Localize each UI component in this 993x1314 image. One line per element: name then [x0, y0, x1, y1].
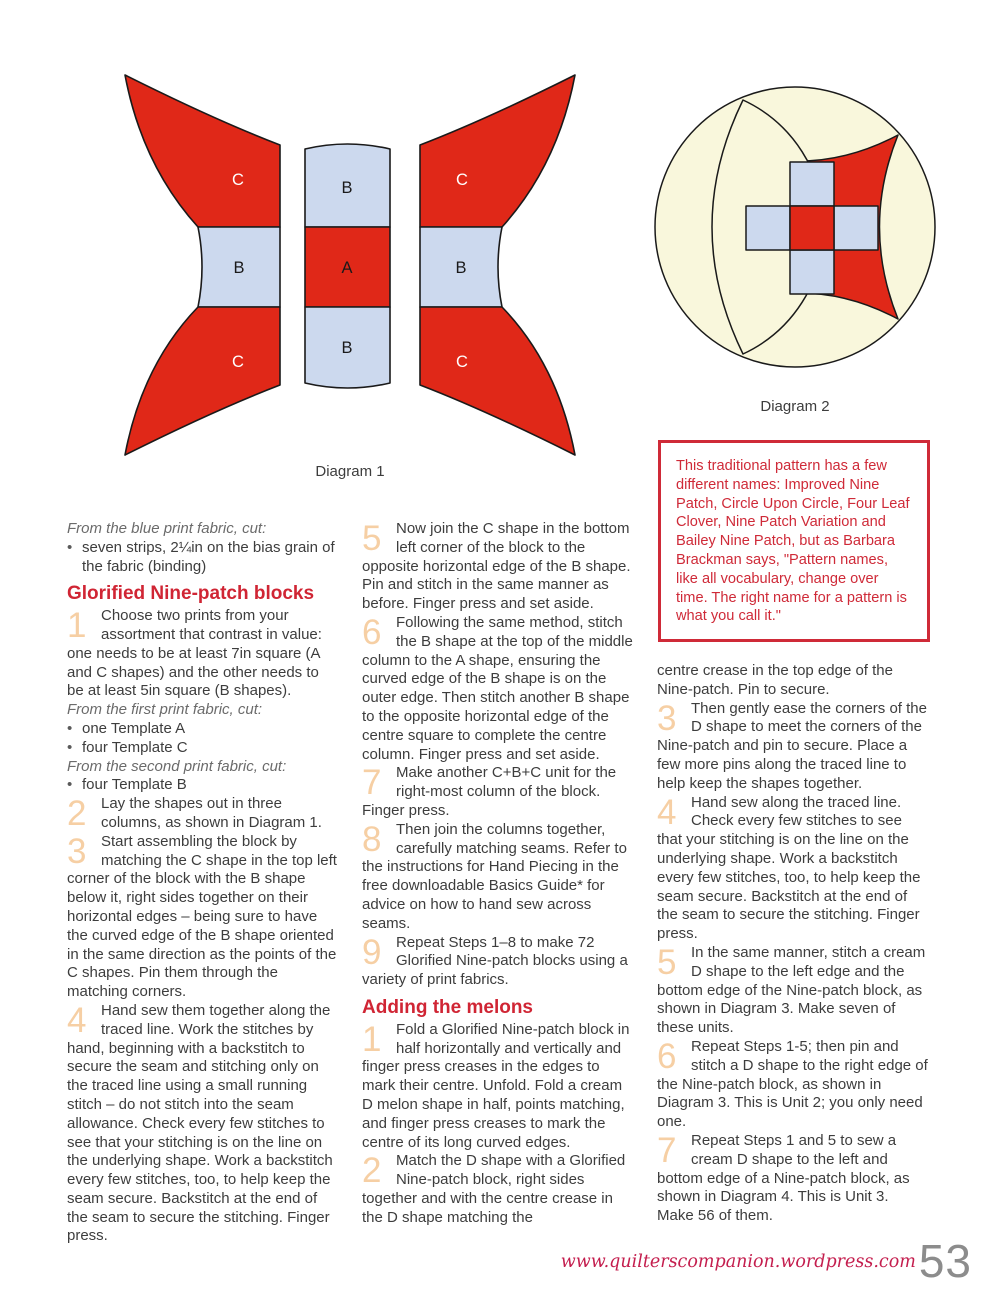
step-number: 2 — [67, 794, 87, 834]
step-text: Match the D shape with a Glorified Nine-patch block, right sides together and with the centre crease in the D shape matching the — [362, 1152, 626, 1226]
bullet-dot: • — [67, 719, 73, 737]
section-heading: Glorified Nine-patch blocks — [67, 583, 315, 605]
cut-instruction: From the first print fabric, cut: — [67, 701, 263, 719]
instruction-step — [362, 821, 634, 934]
instruction-step — [657, 700, 929, 794]
ninepatch-blue-right — [834, 206, 878, 250]
step-text: Now join the C shape in the bottom left corner of the block to the opposite horizontal edge of the B shape. Pin and stitch in the same manner as before. Finger press and set aside. — [362, 520, 631, 613]
patch-label: C — [456, 353, 468, 371]
ninepatch-blue-bottom — [790, 250, 834, 294]
step-number: 1 — [67, 606, 87, 646]
bullet-text: one Template A — [82, 719, 186, 737]
step-number: 6 — [362, 612, 382, 652]
step-text: Make another C+B+C unit for the right-most column of the block. Finger press. — [362, 764, 617, 819]
step-text: In the same manner, stitch a cream D shape to the left edge and the bottom edge of the Nine-patch block, as shown in Diagram 3. Make seven of these units. — [657, 943, 926, 1037]
diagram-2-svg — [653, 72, 937, 384]
step-number: 7 — [362, 763, 382, 803]
page-footer — [520, 1235, 972, 1287]
page-number: 53 — [918, 1235, 972, 1287]
patch-label: C — [232, 171, 244, 189]
patch-label: C — [232, 353, 244, 371]
step-text: Hand sew them together along the traced line. Work the stitches by hand, beginning with a backstitch to secure the seam and stitching only on the traced line using a small running stitch – do not stitch into the seam allowance. Check every few stitches to see that your stitching is on the line on the underlying shape. Work a backstitch every few stitches, too, to help keep the seam secure. Backstitch at the end of the seam to secure the stitching. Finger press. — [67, 1001, 333, 1245]
bullet-item — [67, 739, 339, 758]
diagram-1-svg — [120, 65, 580, 485]
diagram-2-caption: Diagram 2 — [760, 398, 830, 415]
bullet-text: four Template B — [82, 776, 187, 794]
instruction-step — [362, 764, 634, 820]
step-number: 4 — [67, 1000, 87, 1040]
bullet-item — [67, 539, 339, 577]
step-text: Lay the shapes out in three columns, as shown in Diagram 1. — [101, 795, 322, 831]
patch-c-top-left — [125, 75, 280, 227]
instruction-step — [362, 520, 634, 614]
text-column-1 — [67, 520, 339, 1246]
step-number: 8 — [362, 819, 382, 859]
patch-c-bottom-right — [420, 307, 575, 455]
patch-label: B — [233, 259, 245, 277]
instruction-step — [657, 1132, 929, 1226]
bullet-dot: • — [67, 738, 73, 756]
instruction-step — [67, 795, 339, 833]
bullet-item — [67, 776, 339, 795]
step-number: 9 — [362, 932, 382, 972]
text-column-3 — [657, 662, 929, 1226]
section-heading: Adding the melons — [362, 996, 533, 1018]
step-number: 3 — [67, 831, 87, 871]
step-number: 5 — [657, 942, 677, 982]
patch-label: B — [455, 259, 467, 277]
step-text: Fold a Glorified Nine-patch block in half horizontally and vertically and finger press creases in the edges to mark their centre. Unfold. Fold a cream D melon shape in half, points matching, and finger press creases to mark the centre of its long curved edges. — [362, 1020, 630, 1151]
step-number: 6 — [657, 1036, 677, 1076]
diagram-1-caption: Diagram 1 — [315, 463, 385, 480]
bullet-text: four Template C — [82, 738, 188, 756]
step-text: Choose two prints from your assortment that contrast in value: one needs to be at least 7in square (A and C shapes) and the other needs to be at least 5in square (B shapes). — [67, 607, 322, 700]
ninepatch-blue-left — [746, 206, 790, 250]
pattern-names-note: This traditional pattern has a few different names: Improved Nine Patch, Circle Upon Circle, Four Leaf Clover, Nine Patch Variation and Bailey Nine Patch, but as Barbara Brackman says, "Pattern names, like all vocabulary, change over time. The right name for a pattern is what you call it." — [658, 440, 930, 642]
step-number: 2 — [362, 1151, 382, 1191]
diagram-1-figure — [120, 65, 580, 485]
step-number: 4 — [657, 792, 677, 832]
bullet-dot: • — [67, 776, 73, 794]
website-url: www.quilterscompanion.wordpress.com — [560, 1252, 916, 1272]
patch-c-top-right — [420, 75, 575, 227]
instruction-step — [67, 1002, 339, 1246]
patch-label: A — [341, 259, 353, 277]
diagram-2-figure — [653, 72, 937, 384]
ninepatch-red-centre — [790, 206, 834, 250]
bullet-text: seven strips, 2¼in on the bias grain of the fabric (binding) — [82, 538, 335, 575]
cut-instruction: From the second print fabric, cut: — [67, 757, 287, 775]
instruction-step — [67, 833, 339, 1002]
step-number: 3 — [657, 698, 677, 738]
ninepatch-blue-top — [790, 162, 834, 206]
cut-instruction: From the blue print fabric, cut: — [67, 520, 267, 537]
instruction-step — [657, 1038, 929, 1132]
step-text: Repeat Steps 1–8 to make 72 Glorified Nine-patch blocks using a variety of print fabrics. — [362, 933, 628, 989]
patch-label: C — [456, 171, 468, 189]
step-number: 7 — [657, 1130, 677, 1170]
patch-label: B — [341, 179, 353, 197]
instruction-step — [362, 1152, 634, 1227]
instruction-step — [657, 944, 929, 1038]
bullet-dot: • — [67, 538, 73, 556]
step-text: Then gently ease the corners of the D shape to meet the corners of the Nine-patch and pin to secure. Place a few more pins along the traced line to help keep the shapes together. — [657, 699, 927, 792]
bullet-item — [67, 720, 339, 739]
step-text: Then join the columns together, carefully matching seams. Refer to the instructions for Hand Piecing in the free downloadable Basics Guide* for advice on how to hand sew across seams. — [362, 820, 627, 932]
instruction-step — [362, 934, 634, 990]
step-text: Start assembling the block by matching the C shape in the top left corner of the block with the B shape below it, right sides together on their horizontal edges – being sure to have the curved edge of the B shape oriented in the same direction as the points of the C shapes. Pin them through the matching corners. — [67, 832, 337, 1001]
step-text: Following the same method, stitch the B shape at the top of the middle column to the A shape, ensuring the curved edge of the B shape is on the outer edge. Then stitch another B shape to the opposite horizontal edge of the centre square to complete the centre column. Finger press and set aside. — [362, 613, 633, 763]
instruction-step — [657, 794, 929, 944]
text-column-2 — [362, 520, 634, 1227]
step-text: Repeat Steps 1 and 5 to sew a cream D shape to the left and bottom edge of a Nine-patch block, as shown in Diagram 4. This is Unit 3. Make 56 of them. — [657, 1131, 910, 1225]
instruction-step — [362, 1021, 634, 1153]
instruction-step — [362, 614, 634, 764]
step-text: Repeat Steps 1-5; then pin and stitch a D shape to the right edge of the Nine-patch block, as shown in Diagram 3. This is Unit 2; you only need one. — [657, 1037, 928, 1131]
patch-c-bottom-left — [125, 307, 280, 455]
step-number: 1 — [362, 1019, 382, 1059]
patch-label: B — [341, 339, 353, 357]
instruction-step — [67, 607, 339, 701]
step-number: 5 — [362, 519, 382, 558]
paragraph: centre crease in the top edge of the Nine-patch. Pin to secure. — [657, 662, 893, 698]
step-text: Hand sew along the traced line. Check every few stitches to see that your stitching is on the line on the underlying shape. Work a backstitch every few stitches, too, to help keep the seam secure. Backstitch at the end of the seam to secure the stitching. Finger press. — [657, 793, 921, 943]
